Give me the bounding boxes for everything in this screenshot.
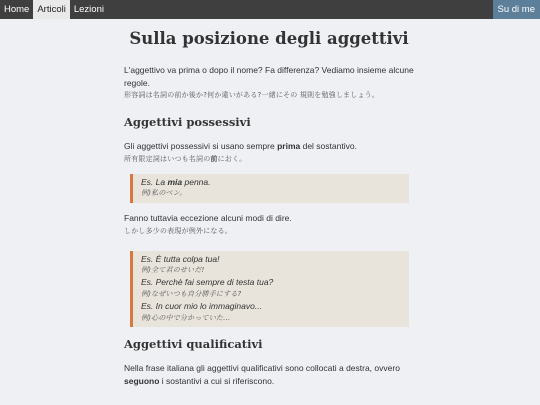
example-japanese: 例)私のペン。 xyxy=(141,189,187,198)
heading-possessive-adjectives: Aggettivi possessivi xyxy=(124,115,251,129)
intro-italian: L'aggettivo va prima o dopo il nome? Fa differenza? Vediamo insieme alcune regole. xyxy=(124,65,414,88)
nav-about-link[interactable]: Su di me xyxy=(493,0,540,19)
heading-qualifying-adjectives: Aggettivi qualificativi xyxy=(124,337,263,352)
page-title: Sulla posizione degli aggettivi xyxy=(129,29,409,48)
nav-lessons-link[interactable]: Lezioni xyxy=(73,4,104,15)
possessive-rule-italian: Gli aggettivi possessivi si usano sempre prima del sostantivo. xyxy=(124,141,357,151)
idiom-example-japanese: 例)全て君のせいだ! xyxy=(141,266,205,275)
nav-articles-link[interactable]: Articoli xyxy=(33,0,70,19)
exception-italian: Fanno tuttavia eccezione alcuni modi di dire. xyxy=(124,213,292,224)
idiom-example-japanese: 例)なぜいつも自分勝手にする? xyxy=(141,289,242,298)
intro-japanese: 形容詞は名詞の前か後か?何か違いがある?一緒にその 規則を勉強しましょう。 xyxy=(124,91,380,99)
possessive-rule-japanese: 所有限定詞はいつも名詞の前におく。 xyxy=(124,154,247,163)
exception-japanese: しかし多少の表現が例外になる。 xyxy=(124,226,232,235)
article-content xyxy=(124,19,414,387)
idiom-example-italian: Es. È tutta colpa tua! xyxy=(141,253,220,264)
example-quote-mia-penna xyxy=(130,174,409,204)
example-italian: Es. La mia penna. xyxy=(141,176,211,187)
top-navigation-bar xyxy=(0,0,540,19)
possessive-rule-bold-ja: 前 xyxy=(210,154,218,163)
idiom-example-italian: Es. Perchè fai sempre di testa tua? xyxy=(141,277,274,288)
example-bold: mia xyxy=(167,176,183,187)
possessive-rule-bold: prima xyxy=(277,141,301,151)
idiom-example-japanese: 例)心の中で分かっていた... xyxy=(141,313,231,322)
idiom-example-italian: Es. In cuor mio lo immaginavo... xyxy=(141,300,262,311)
qualifying-rule-italian: Nella frase italiana gli aggettivi qualificativi sono collocati a destra, ovvero seguono i sostantivi a cui si riferiscono. xyxy=(124,363,400,386)
qualifying-rule-bold: seguono xyxy=(124,375,160,386)
example-quote-idioms xyxy=(130,251,409,328)
nav-home-link[interactable]: Home xyxy=(4,4,30,15)
